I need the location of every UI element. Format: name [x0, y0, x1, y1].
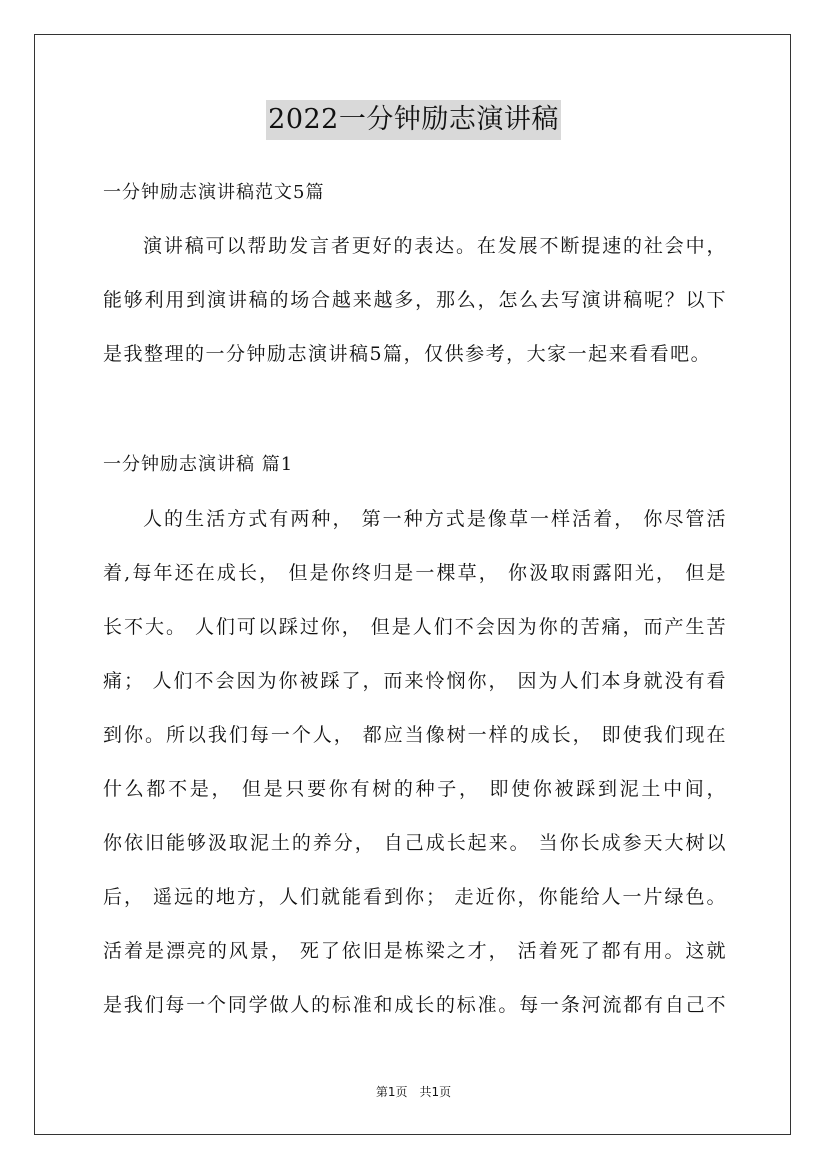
intro-line: 演讲稿可以帮助发言者更好的表达。在发展不断提速的社会中，: [143, 235, 727, 257]
intro-line: 能够利用到演讲稿的场合越来越多，那么，怎么去写演讲稿呢？以下: [103, 289, 727, 311]
section-line: 活着是漂亮的风景， 死了依旧是栋梁之才， 活着死了都有用。这就: [103, 940, 727, 962]
section-line: 人的生活方式有两种， 第一种方式是像草一样活着， 你尽管活: [143, 508, 727, 530]
title-container: [0, 100, 827, 140]
section-line: 什么都不是， 但是只要你有树的种子， 即使你被踩到泥土中间，: [103, 778, 727, 800]
section-line: 长不大。 人们可以踩过你， 但是人们不会因为你的苦痛，而产生苦: [103, 616, 727, 638]
section-line: 后， 遥远的地方，人们就能看到你； 走近你，你能给人一片绿色。: [103, 886, 727, 908]
section-line: 你依旧能够汲取泥土的养分， 自己成长起来。 当你长成参天大树以: [103, 832, 727, 854]
document-title: 2022一分钟励志演讲稿: [266, 100, 561, 140]
page-footer: 第1页 共1页: [375, 1085, 452, 1099]
section-line: 到你。所以我们每一个人， 都应当像树一样的成长， 即使我们现在: [103, 724, 727, 746]
intro-paragraph: [103, 219, 727, 381]
section-heading: 一分钟励志演讲稿 篇1: [103, 454, 294, 475]
document-subtitle: 一分钟励志演讲稿范文5篇: [103, 182, 325, 203]
section-line: 痛； 人们不会因为你被踩了，而来怜悯你， 因为人们本身就没有看: [103, 670, 727, 692]
intro-line: 是我整理的一分钟励志演讲稿5篇，仅供参考，大家一起来看看吧。: [103, 343, 712, 365]
section-line: 是我们每一个同学做人的标准和成长的标准。每一条河流都有自己不: [103, 994, 727, 1016]
section-line: 着,每年还在成长， 但是你终归是一棵草， 你汲取雨露阳光， 但是: [103, 562, 727, 584]
section-paragraph: [103, 492, 727, 1032]
